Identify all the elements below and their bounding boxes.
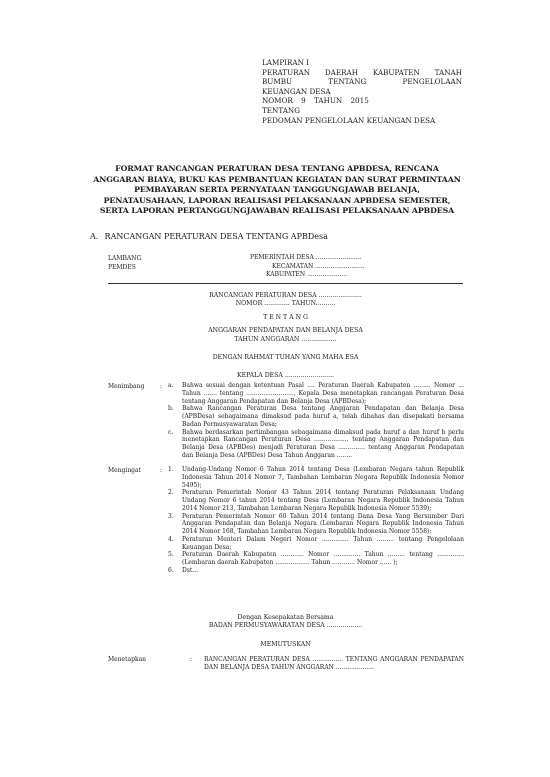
- header-divider: [108, 283, 463, 284]
- item-text: Peraturan Menteri Dalam Negeri Nomor .............. Tahun ......... tentang Pengelolaan Keuangan Desa;: [182, 535, 464, 551]
- list-item: [168, 536, 464, 552]
- menimbang-colon: :: [160, 383, 163, 390]
- item-text: Bahwa Rancangan Peraturan Desa tentang Anggaran Pendapatan dan Belanja Desa (APBDesa) sebagaimana dimaksud pada huruf a, telah dibahas dan disepakati bersama Badan Permusyawaratan Desa;: [182, 405, 464, 428]
- raperdes-line: TAHUN ANGGARAN ..................: [234, 335, 337, 343]
- item-number: b.: [168, 405, 174, 413]
- kecamatan: KECAMATAN ..........................: [272, 262, 365, 270]
- menetapkan-label: Menetapkan: [108, 656, 147, 663]
- title-line: PEMBAYARAN SERTA PERNYATAAN TANGGUNGJAWAB BELANJA,: [134, 185, 420, 195]
- item-number: 3.: [168, 512, 174, 520]
- lampiran-line: NOMOR 9 TAHUN 2015: [262, 96, 369, 106]
- raperdes-block: [108, 292, 463, 381]
- pemerintah-desa: PEMERINTAH DESA ........................: [250, 254, 362, 261]
- title-line: ANGGARAN BIAYA, BUKU KAS PEMBANTUAN KEGIATAN DAN SURAT PERMINTAAN: [93, 174, 461, 184]
- raperdes-line: ANGGARAN PENDAPATAN DAN BELANJA DESA: [208, 327, 363, 335]
- item-text: Peraturan Pemerintah Nomor 60 Tahun 2014 tentang Dana Desa Yang Bersumber Dari Anggaran Pendapatan dan Belanja Negara (Lembaran Negara Republik Indonesia Tahun 2014 Nomor 168, Tambahan Lembaran Negara Republik Indonesia Nomor 5558);: [182, 512, 464, 535]
- raperdes-line: NOMOR ............. TAHUN..........: [235, 300, 336, 308]
- mengingat-label: Mengingat: [108, 467, 142, 474]
- raperdes-line: T E N T A N G: [263, 313, 308, 321]
- title-line: SERTA LAPORAN PERTANGGUNGJAWABAN REALISASI PELAKSANAAN APBDESA: [99, 206, 455, 216]
- lambang-pemdes: [108, 254, 141, 272]
- item-text: Bahwa berdasarkan pertimbangan sebagaimana dimaksud pada huruf a dan huruf b perlu menetapkan Rancangan Peraturan Desa .................. tentang Anggaran Pendapatan dan Belanja Desa (APBDes) menjadi Peraturan Desa .............. tentang Anggaran Pendapatan dan Belanja Desa (APBDes) Desa Tahun Anggaran ........: [182, 428, 464, 459]
- menetapkan-colon: :: [190, 656, 193, 663]
- lambang-line: LAMBANG: [108, 255, 142, 262]
- raperdes-line: RANCANGAN PERATURAN DESA ......................: [209, 292, 362, 299]
- item-text: Undang-Undang Nomor 6 Tahun 2014 tentang Desa (Lembaran Negara tahun Republik Indonesia Tahun 2014 Nomor 7, Tambahan Lembaran Negara Republik Indonesia Nomor 5495);: [182, 466, 464, 489]
- raperdes-line: KEPALA DESA .........................: [236, 372, 335, 380]
- menetapkan-text: RANCANGAN PERATURAN DESA ................ TENTANG ANGGARAN PENDAPATAN DAN BELANJA DESA TAHUN ANGGARAN ....................: [204, 656, 464, 671]
- kesepakatan-line: Dengan Kesepakatan Bersama: [237, 614, 334, 621]
- item-number: 4.: [168, 535, 174, 543]
- lampiran-line: KEUANGAN DESA: [262, 86, 331, 96]
- item-text: Dst...: [182, 566, 199, 574]
- lampiran-block: [262, 58, 462, 125]
- list-item: [168, 382, 464, 405]
- mengingat-colon: :: [160, 467, 163, 474]
- list-item: [168, 466, 464, 489]
- section-a-heading: [90, 232, 328, 241]
- list-item: [168, 429, 464, 460]
- lampiran-line: BUMBU TENTANG PENGELOLAAN: [262, 77, 462, 87]
- mengingat-list: [168, 466, 464, 575]
- item-number: c.: [168, 428, 174, 436]
- section-letter: A.: [90, 232, 99, 241]
- item-number: 6.: [168, 566, 174, 574]
- list-item: [168, 489, 464, 512]
- lampiran-line: LAMPIRAN I: [262, 58, 310, 67]
- lampiran-line: PEDOMAN PENGELOLAAN KEUANGAN DESA: [262, 115, 436, 125]
- item-number: 1.: [168, 466, 174, 473]
- menimbang-label: Menimbang: [108, 383, 145, 390]
- list-item: [168, 405, 464, 428]
- item-number: a.: [168, 382, 174, 389]
- raperdes-line: DENGAN RAHMAT TUHAN YANG MAHA ESA: [212, 354, 359, 362]
- item-text: Bahwa sesuai dengan ketentuan Pasal .... Peraturan Daerah Kabupaten ......... Nomor ... Tahun ....... tentang ........................., Kepala Desa menetapkan rancangan Peraturan Desa tentang Anggaran Pendapatan dan Belanja Desa (APBDesa);: [182, 382, 464, 405]
- item-number: 2.: [168, 489, 174, 497]
- list-item: [168, 513, 464, 536]
- title-line: FORMAT RANCANGAN PERATURAN DESA TENTANG APBDESA, RENCANA: [115, 164, 439, 173]
- item-text: Peraturan Daerah Kabupaten ............ Nomor .............. Tahun ......... tentang .............. (Lembaran daerah Kabupaten .................. Tahun ............ Nomor ...... );: [182, 551, 464, 566]
- kesepakatan-line: BADAN PERMUSYAWARATAN DESA ..................: [208, 622, 363, 630]
- kabupaten: KABUPATEN .....................: [266, 271, 348, 279]
- memutuskan-heading: MEMUTUSKAN: [260, 640, 311, 648]
- menimbang-list: [168, 382, 464, 460]
- item-number: 5.: [168, 551, 174, 559]
- pemerintah-block: [250, 254, 365, 280]
- item-text: Peraturan Pemerintah Nomor 43 Tahun 2014 tentang Peraturan Pelaksanaan Undang Undang Nomor 6 tahun 2014 tentang Desa (Lembaran Negara Republik Indonesia Tahun 2014 Nomor 213, Tambahan Lembaran Negara Republik Indonesia Nomor 5539);: [182, 489, 464, 512]
- document-title: [88, 164, 466, 217]
- list-item: [168, 567, 464, 575]
- lampiran-line: TENTANG: [262, 105, 300, 115]
- list-item: [168, 551, 464, 567]
- lambang-line: PEMDES: [108, 264, 136, 271]
- lampiran-line: PERATURAN DAERAH KABUPATEN TANAH: [262, 67, 462, 77]
- kesepakatan-block: [108, 614, 463, 649]
- section-title: RANCANGAN PERATURAN DESA TENTANG APBDesa: [104, 232, 328, 241]
- title-line: PENATAUSAHAAN, LAPORAN REALISASI PELAKSANAAN APBDESA SEMESTER,: [103, 195, 451, 205]
